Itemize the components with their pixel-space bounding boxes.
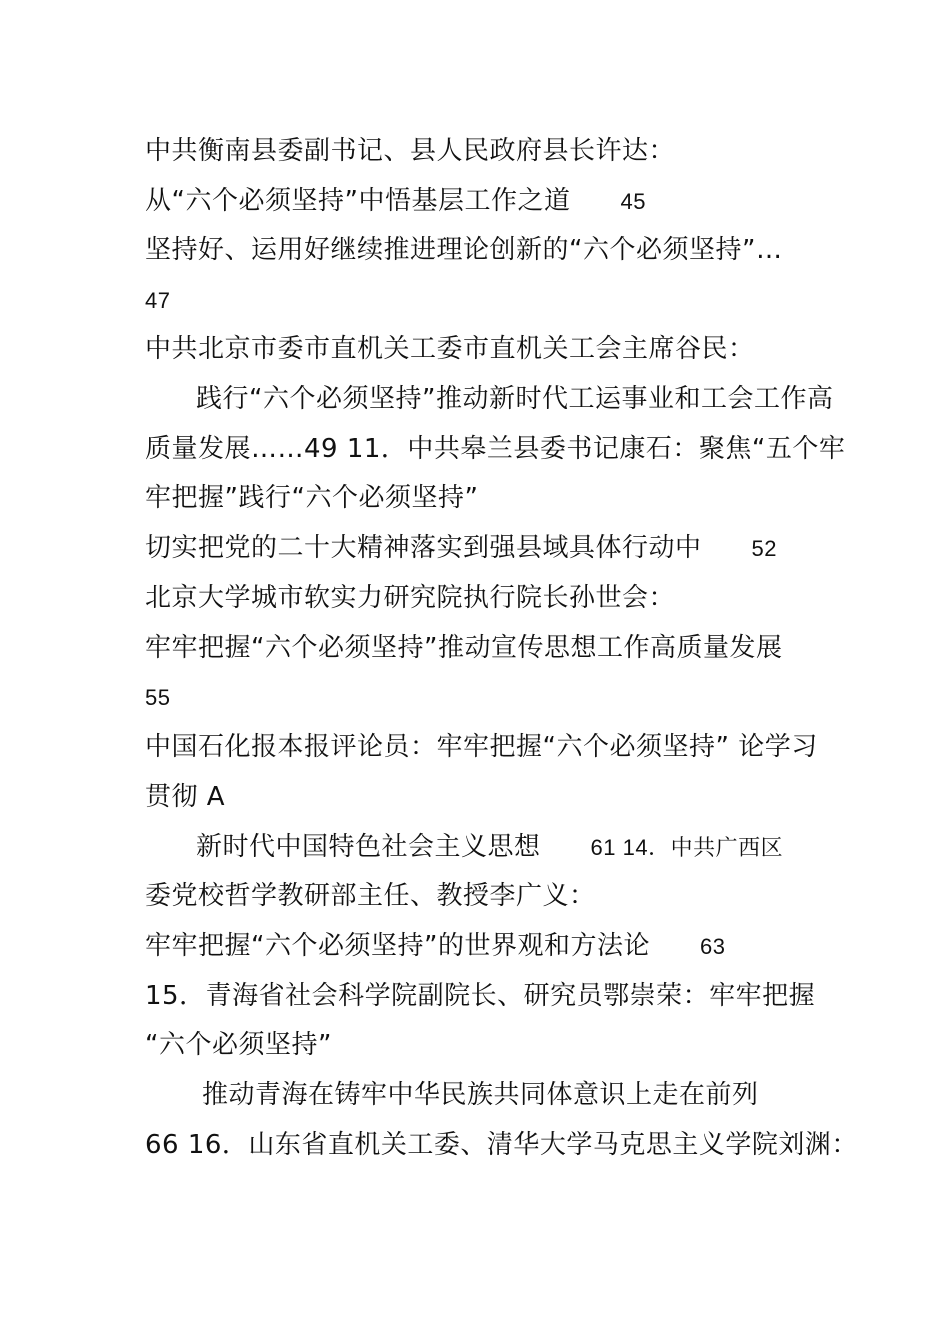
toc-entry-title: 从“六个必须坚持”中悟基层工作之道: [145, 186, 571, 216]
toc-page-number: 52: [751, 536, 777, 561]
toc-entry-title: 牢牢把握“六个必须坚持”的世界观和方法论: [145, 931, 650, 961]
toc-line: 践行“六个必须坚持”推动新时代工运事业和工会工作高: [196, 384, 834, 414]
toc-line: 贯彻 A: [145, 782, 226, 812]
toc-line: [145, 928, 725, 965]
toc-line: 牢牢把握“六个必须坚持”推动宣传思想工作高质量发展: [145, 633, 783, 663]
toc-line: 中共衡南县委副书记、县人民政府县长许达：: [145, 136, 676, 166]
toc-entry-title: 新时代中国特色社会主义思想: [196, 832, 541, 862]
toc-line: 牢把握”践行“六个必须坚持”: [145, 483, 479, 513]
toc-line: 质量发展……49 11．中共皋兰县委书记康石：聚焦“五个牢: [145, 434, 846, 464]
toc-page-number: 61 14．中共广西区: [590, 835, 784, 860]
toc-page-number: 45: [620, 189, 646, 214]
toc-line: [145, 183, 646, 220]
toc-line: 推动青海在铸牢中华民族共同体意识上走在前列: [202, 1080, 759, 1110]
toc-entry-title: 切实把党的二十大精神落实到强县域具体行动中: [145, 533, 702, 563]
toc-line: 中共北京市委市直机关工委市直机关工会主席谷民：: [145, 334, 755, 364]
toc-page-number: 55: [145, 685, 171, 710]
toc-line: 15．青海省社会科学院副院长、研究员鄂崇荣：牢牢把握: [145, 981, 816, 1011]
toc-line: 委党校哲学教研部主任、教授李广义：: [145, 881, 596, 911]
toc-line: [196, 829, 783, 866]
toc-line: 66 16．山东省直机关工委、清华大学马克思主义学院刘渊：: [145, 1130, 858, 1160]
toc-line: 中国石化报本报评论员：牢牢把握“六个必须坚持” 论学习: [145, 732, 818, 762]
toc-line: “六个必须坚持”: [145, 1030, 332, 1060]
toc-line: 坚持好、运用好继续推进理论创新的“六个必须坚持”…: [145, 235, 783, 265]
toc-page-number: 47: [145, 288, 171, 313]
toc-page-number: 63: [699, 934, 726, 959]
toc-line: [145, 530, 777, 567]
toc-line: 北京大学城市软实力研究院执行院长孙世会：: [145, 583, 676, 613]
